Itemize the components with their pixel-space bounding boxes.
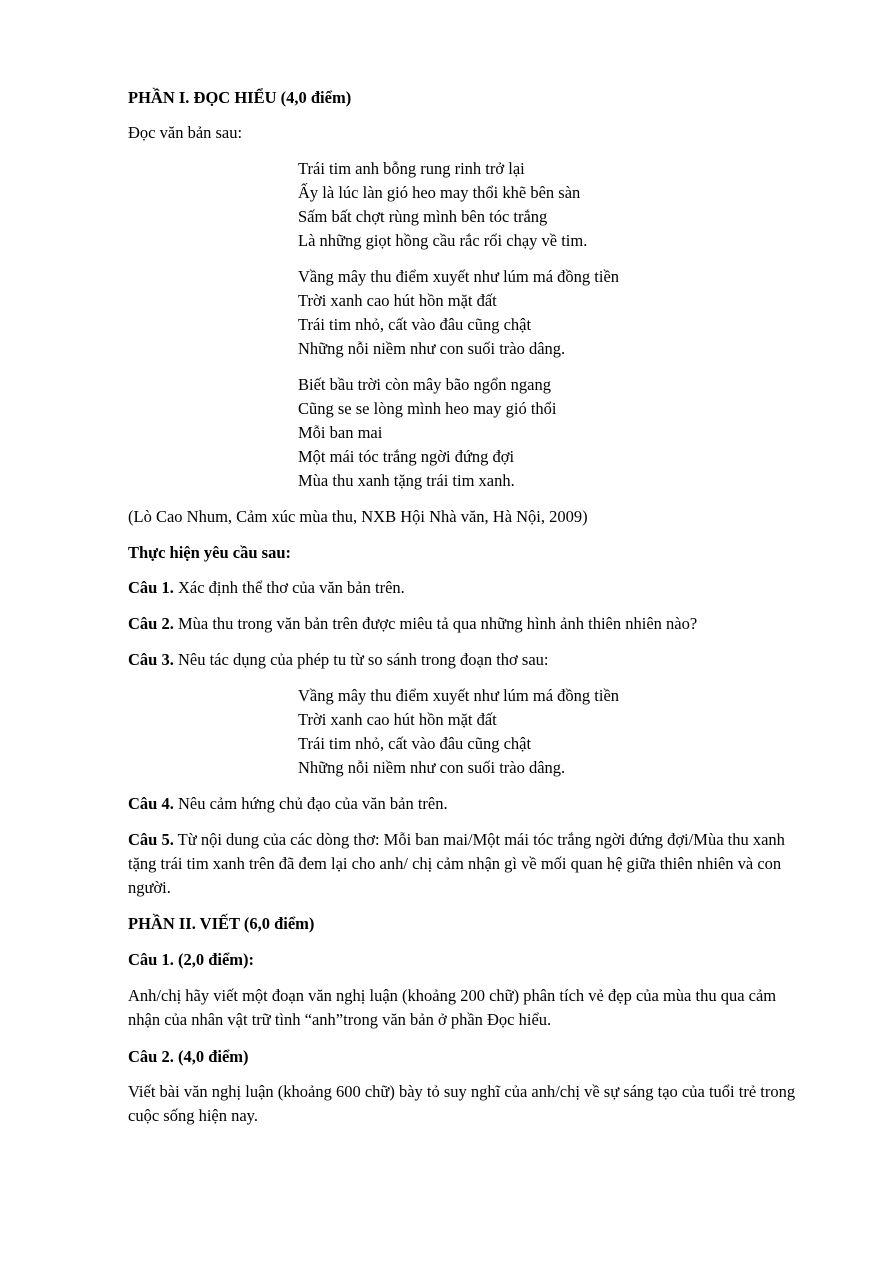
part2-q2-heading: Câu 2. (4,0 điểm) (128, 1047, 249, 1066)
part2-q1-text: Anh/chị hãy viết một đoạn văn nghị luận (khoảng 200 chữ) phân tích vẻ đẹp của mùa thu qua cảm nhận của nhân vật trữ tình “anh”trong văn bản ở phần Đọc hiểu. (128, 986, 777, 1029)
poem-line: Biết bầu trời còn mây bão ngổn ngang (298, 375, 551, 394)
part2-title: PHẦN II. VIẾT (6,0 điểm) (128, 914, 315, 933)
task-heading: Thực hiện yêu cầu sau: (128, 543, 292, 562)
part1-title: PHẦN I. ĐỌC HIỂU (4,0 điểm) (128, 88, 352, 107)
poem-line: Mỗi ban mai (298, 423, 383, 442)
part2-q1-heading: Câu 1. (2,0 điểm): (128, 950, 255, 969)
question-text: Nêu cảm hứng chủ đạo của văn bản trên. (173, 794, 448, 813)
question-1 (128, 576, 810, 600)
question-text: Nêu tác dụng của phép tu từ so sánh trong đoạn thơ sau: (173, 650, 549, 669)
question-text: Xác định thể thơ của văn bản trên. (173, 578, 405, 597)
poem-line: Là những giọt hồng cầu rắc rối chạy về tim. (298, 231, 588, 250)
poem-line: Vầng mây thu điểm xuyết như lúm má đồng tiền (298, 686, 620, 705)
question-text: Mùa thu trong văn bản trên được miêu tả qua những hình ảnh thiên nhiên nào? (173, 614, 698, 633)
part1-intro: Đọc văn bản sau: (128, 123, 243, 142)
poem-line: Vầng mây thu điểm xuyết như lúm má đồng tiền (298, 267, 620, 286)
question-3 (128, 648, 810, 672)
poem-line: Cũng se se lòng mình heo may gió thổi (298, 399, 557, 418)
question-5 (128, 828, 810, 900)
poem-line: Trời xanh cao hút hồn mặt đất (298, 710, 497, 729)
poem-line: Ấy là lúc làn gió heo may thổi khẽ bên sàn (298, 183, 581, 202)
question-label: Câu 3. (128, 650, 174, 669)
question-label: Câu 5. (128, 830, 174, 849)
poem-stanza-2 (298, 265, 619, 361)
poem-line: Trời xanh cao hút hồn mặt đất (298, 291, 497, 310)
question-label: Câu 2. (128, 614, 174, 633)
poem-line: Trái tim anh bỗng rung rinh trở lại (298, 159, 525, 178)
poem-line: Một mái tóc trắng ngời đứng đợi (298, 447, 515, 466)
poem-line: Mùa thu xanh tặng trái tim xanh. (298, 471, 515, 490)
question-2 (128, 612, 810, 636)
poem-stanza-3 (298, 373, 556, 493)
poem-line: Những nỗi niềm như con suối trào dâng. (298, 339, 566, 358)
poem-stanza-1 (298, 157, 587, 253)
question-text: Từ nội dung của các dòng thơ: Mỗi ban mai/Một mái tóc trắng ngời đứng đợi/Mùa thu xanh tặng trái tim xanh trên đã đem lại cho anh/ chị cảm nhận gì về mối quan hệ giữa thiên nhiên và con người. (128, 830, 785, 897)
poem-line: Những nỗi niềm như con suối trào dâng. (298, 758, 566, 777)
part2-q2-text: Viết bài văn nghị luận (khoảng 600 chữ) bày tỏ suy nghĩ của anh/chị về sự sáng tạo của tuổi trẻ trong cuộc sống hiện nay. (128, 1082, 796, 1125)
question-3-excerpt (298, 684, 619, 780)
question-label: Câu 4. (128, 794, 174, 813)
poem-line: Sấm bất chợt rùng mình bên tóc trắng (298, 207, 548, 226)
poem-line: Trái tim nhỏ, cất vào đâu cũng chật (298, 315, 532, 334)
poem-source: (Lò Cao Nhum, Cảm xúc mùa thu, NXB Hội Nhà văn, Hà Nội, 2009) (128, 507, 588, 526)
poem-line: Trái tim nhỏ, cất vào đâu cũng chật (298, 734, 532, 753)
question-4 (128, 792, 810, 816)
question-label: Câu 1. (128, 578, 174, 597)
